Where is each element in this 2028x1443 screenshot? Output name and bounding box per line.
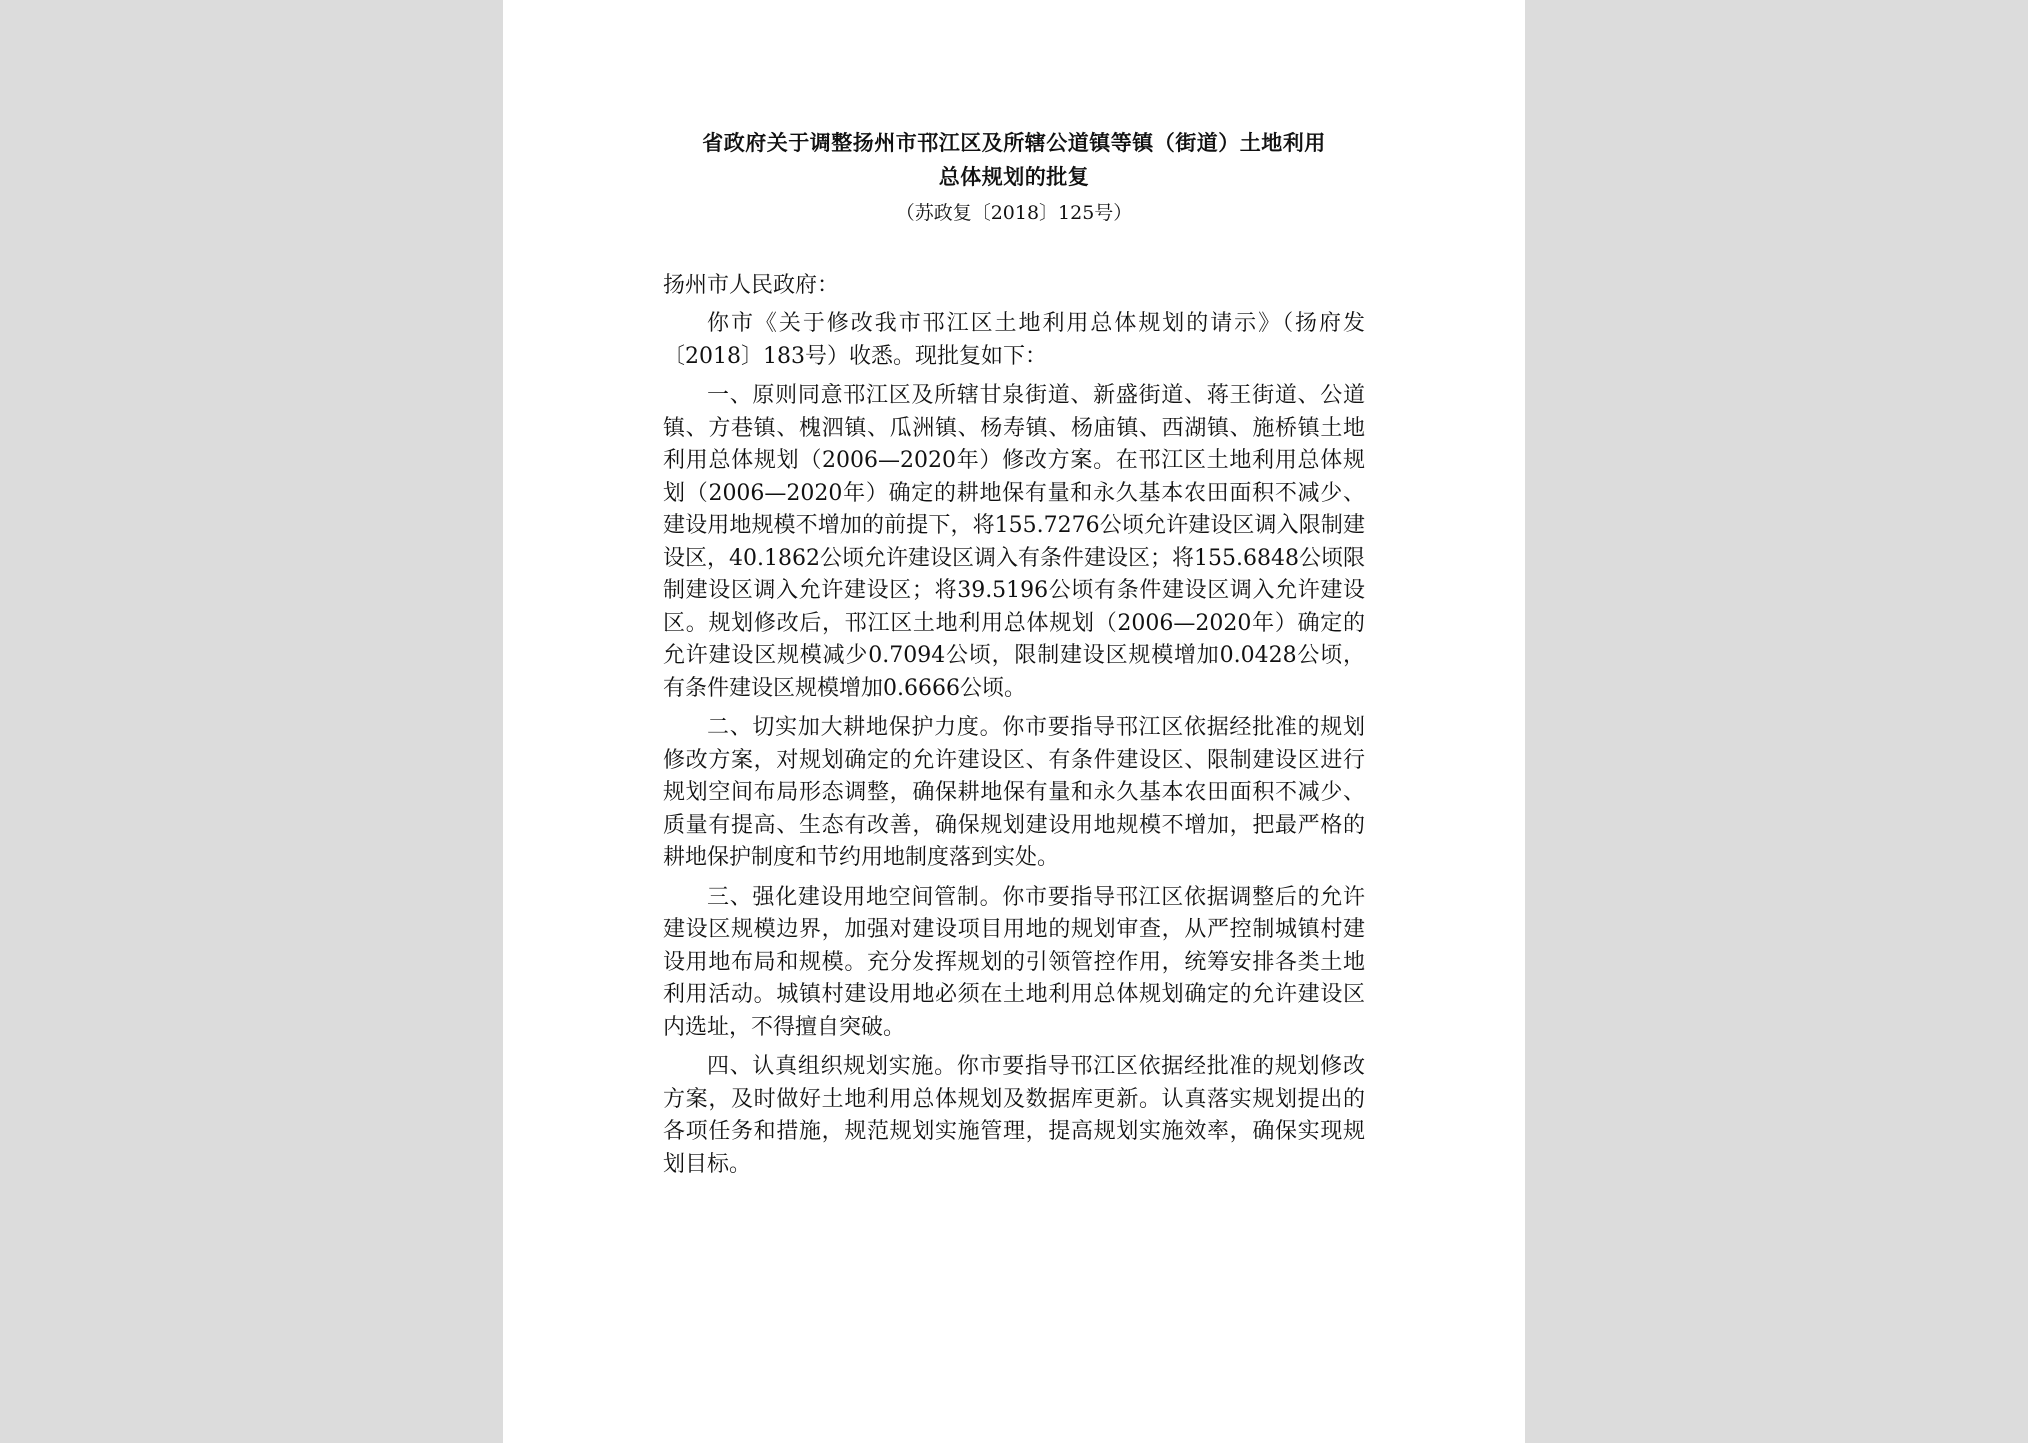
paragraph-item-2: 二、切实加大耕地保护力度。你市要指导邗江区依据经批准的规划修改方案，对规划确定的允许建设区、有条件建设区、限制建设区进行规划空间布局形态调整，确保耕地保有量和永久基本农田面积不减少、质量有提高、生态有改善，确保规划建设用地规模不增加，把最严格的耕地保护制度和节约用地制度落到实处。 [663, 715, 1365, 870]
paragraph-item-3: 三、强化建设用地空间管制。你市要指导邗江区依据调整后的允许建设区规模边界，加强对建设项目用地的规划审查，从严控制城镇村建设用地布局和规模。充分发挥规划的引领管控作用，统筹安排各类土地利用活动。城镇村建设用地必须在土地利用总体规划确定的允许建设区内选址，不得擅自突破。 [663, 884, 1365, 1040]
salutation: 扬州市人民政府： [663, 273, 840, 298]
document-page [503, 0, 1525, 1443]
document-title [663, 126, 1365, 194]
title-line-2: 总体规划的批复 [938, 164, 1090, 189]
paragraph-item-4: 四、认真组织规划实施。你市要指导邗江区依据经批准的规划修改方案，及时做好土地利用总体规划及数据库更新。认真落实规划提出的各项任务和措施，规范规划实施管理，提高规划实施效率，确保实现规划目标。 [663, 1054, 1365, 1177]
document-content [663, 126, 1365, 1188]
paragraph-intro: 你市《关于修改我市邗江区土地利用总体规划的请示》（扬府发〔2018〕183号）收悉。现批复如下： [663, 311, 1365, 369]
title-line-1: 省政府关于调整扬州市邗江区及所辖公道镇等镇（街道）土地利用 [702, 130, 1326, 155]
paragraph-item-1: 一、原则同意邗江区及所辖甘泉街道、新盛街道、蒋王街道、公道镇、方巷镇、槐泗镇、瓜洲镇、杨寿镇、杨庙镇、西湖镇、施桥镇土地利用总体规划（2006—2020年）修改方案。在邗江区土地利用总体规划（2006—2020年）确定的耕地保有量和永久基本农田面积不减少、建设用地规模不增加的前提下，将155.7276公顷允许建设区调入限制建设区，40.1862公顷允许建设区调入有条件建设区；将155.6848公顷限制建设区调入允许建设区；将39.5196公顷有条件建设区调入允许建设区。规划修改后，邗江区土地利用总体规划（2006—2020年）确定的允许建设区规模减少0.7094公顷，限制建设区规模增加0.0428公顷，有条件建设区规模增加0.6666公顷。 [663, 383, 1365, 701]
document-number: （苏政复〔2018〕125号） [895, 202, 1133, 224]
